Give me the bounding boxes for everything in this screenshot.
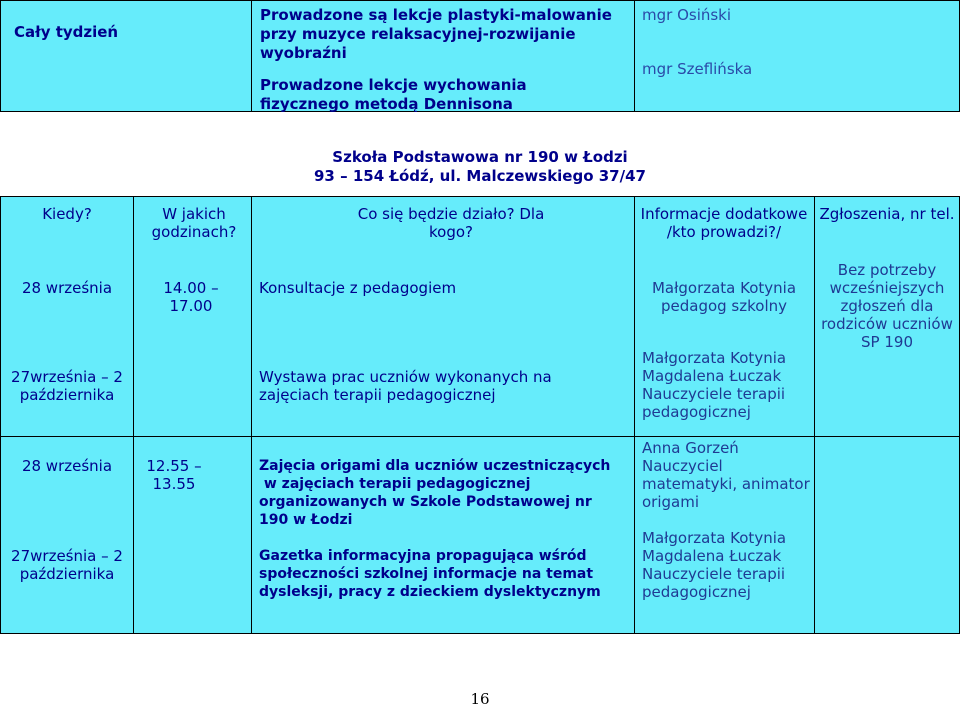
g1-date-1: 28 września — [21, 279, 113, 297]
header-what: Co się będzie działo? Dla kogo? — [357, 205, 545, 241]
g2-date-1: 28 września — [21, 457, 113, 475]
header-hours: W jakich godzinach? — [151, 205, 237, 241]
main-col-divider-2 — [251, 196, 252, 634]
top-activity-2: Prowadzone lekcje wychowania fizycznego metodą Dennisona — [260, 76, 527, 113]
header-when: Kiedy? — [42, 205, 92, 223]
g2-event-1-line1: Zajęcia origami dla uczniów uczestniczących — [259, 458, 611, 474]
g2-event-2: Gazetka informacyjna propagująca wśród społeczności szkolnej informacje na temat dysleksji, pracy z dzieckiem dyslektycznym — [259, 548, 601, 600]
main-group-separator — [0, 436, 960, 437]
top-teacher-1: mgr Osiński — [642, 6, 732, 24]
school-name: Szkoła Podstawowa nr 190 w Łodzi — [332, 148, 628, 166]
g1-event-1: Konsultacje z pedagogiem — [259, 279, 457, 297]
top-table-divider-1 — [251, 0, 252, 112]
main-col-divider-4 — [814, 196, 815, 634]
page-number: 16 — [470, 690, 490, 708]
g1-date-2: 27września – 2 października — [11, 368, 123, 404]
g1-event-2: Wystawa prac uczniów wykonanych na zajęciach terapii pedagogicznej — [259, 368, 552, 404]
g2-info-1: Anna Gorzeń Nauczyciel matematyki, animator origami — [642, 439, 810, 511]
main-col-divider-3 — [634, 196, 635, 634]
g2-info-2: Małgorzata Kotynia Magdalena Łuczak Nauczyciele terapii pedagogicznej — [642, 529, 787, 601]
header-registration: Zgłoszenia, nr tel. — [819, 205, 955, 223]
main-table-border-top — [0, 196, 960, 197]
top-table-border-top — [0, 0, 960, 1]
g1-info-2: Małgorzata Kotynia Magdalena Łuczak Nauczyciele terapii pedagogicznej — [642, 349, 787, 421]
g2-date-2: 27września – 2 października — [11, 547, 123, 583]
school-address: 93 – 154 Łódź, ul. Malczewskiego 37/47 — [314, 167, 646, 185]
g1-hours: 14.00 – 17.00 — [163, 279, 219, 315]
g2-event-1-line2: w zajęciach terapii pedagogicznej organizowanych w Szkole Podstawowej nr 190 w Łodzi — [259, 476, 597, 528]
main-col-divider-1 — [133, 196, 134, 634]
top-activity-1: Prowadzone są lekcje plastyki-malowanie przy muzyce relaksacyjnej-rozwijanie wyobraźni — [260, 6, 612, 62]
top-table-divider-2 — [634, 0, 635, 112]
g1-info-1: Małgorzata Kotynia pedagog szkolny — [651, 279, 797, 315]
top-teacher-2: mgr Szeflińska — [642, 60, 753, 78]
top-date-label: Cały tydzień — [14, 23, 119, 41]
top-table-border-left — [0, 0, 1, 112]
main-table-border-left — [0, 196, 1, 634]
header-info: Informacje dodatkowe /kto prowadzi?/ — [640, 205, 808, 241]
g2-hours: 12.55 – 13.55 — [146, 457, 202, 493]
g1-registration: Bez potrzeby wcześniejszych zgłoszeń dla rodziców uczniów SP 190 — [821, 261, 953, 351]
main-table-border-bottom — [0, 633, 960, 634]
